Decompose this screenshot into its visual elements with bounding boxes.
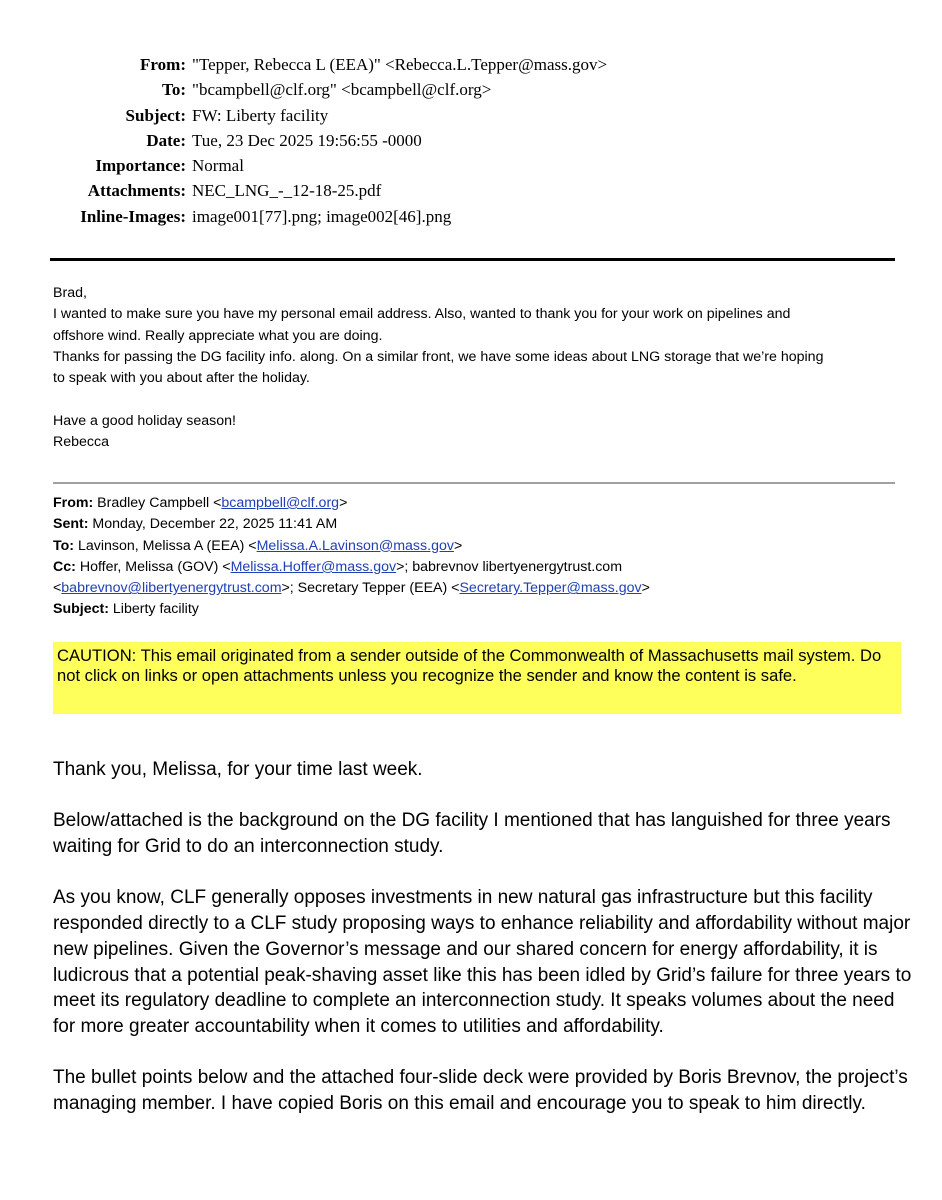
spacer	[53, 389, 903, 410]
header-label: Attachments:	[87, 181, 186, 201]
fwd-label: To:	[53, 537, 75, 554]
fwd-cc-text: >; babrevnov libertyenergytrust.com	[396, 558, 623, 575]
fwd-from-line	[53, 493, 913, 514]
header-to-row	[0, 77, 942, 102]
header-label: Importance:	[95, 156, 186, 176]
fwd-bracket: >	[453, 537, 463, 554]
header-date-value: Tue, 23 Dec 2025 19:56:55 -0000	[192, 130, 422, 150]
message-paragraph: Below/attached is the background on the DG facility I mentioned that has languished for three years waiting for Grid to do an interconnection study.	[53, 810, 891, 858]
fwd-bracket: >	[339, 495, 348, 511]
header-label: Date:	[146, 130, 186, 150]
fwd-cc-text: >; Secretary Tepper (EEA) <	[281, 580, 460, 597]
header-attachments-row	[0, 178, 942, 203]
header-to-value: "bcampbell@clf.org" <bcampbell@clf.org>	[192, 80, 492, 100]
fwd-sent-line	[53, 514, 913, 535]
fwd-to-name: Lavinson, Melissa A (EEA) <	[77, 537, 257, 554]
header-inline-images-row	[0, 204, 942, 229]
header-from-value: "Tepper, Rebecca L (EEA)" <Rebecca.L.Tepper@mass.gov>	[192, 55, 608, 74]
reply-line: offshore wind. Really appreciate what you are doing.	[53, 327, 383, 344]
fwd-from-email-link[interactable]: bcampbell@clf.org	[221, 495, 340, 511]
reply-line: to speak with you about after the holiday.	[53, 370, 310, 387]
reply-signature: Rebecca	[53, 434, 109, 451]
header-attachments-value: NEC_LNG_-_12-18-25.pdf	[192, 181, 382, 201]
header-from-row	[0, 52, 942, 77]
message-paragraph: As you know, CLF generally opposes investments in new natural gas infrastructure but this facility responded directly to a CLF study proposing ways to enhance reliability and affordability without major new pipelines. Given the Governor’s message and our shared concern for energy affordability, it is ludicrous that a potential peak-shaving asset like this has been idled by Grid’s failure for three years to meet its regulatory deadline to complete an interconnection study. It speaks volumes about the need for more greater accountability when it comes to utilities and affordability.	[53, 887, 912, 1037]
fwd-label: Cc:	[53, 558, 76, 575]
header-label: Inline-Images:	[80, 206, 186, 226]
fwd-bracket: >	[641, 580, 650, 597]
header-label: From:	[140, 55, 186, 74]
fwd-bracket: <	[53, 580, 62, 597]
reply-closing: Have a good holiday season!	[53, 412, 236, 429]
message-body	[53, 757, 915, 1142]
fwd-cc-name: Hoffer, Melissa (GOV) <	[79, 558, 231, 575]
caution-text: CAUTION: This email originated from a sender outside of the Commonwealth of Massachusetts mail system. Do not click on links or open attachments unless you recognize the sender and know the content is safe.	[57, 646, 882, 686]
email-header	[0, 52, 942, 229]
header-label: Subject:	[125, 105, 186, 125]
header-importance-row	[0, 153, 942, 178]
fwd-cc-line	[53, 557, 913, 578]
header-label: To:	[162, 80, 186, 100]
fwd-label: Subject:	[53, 601, 109, 618]
forward-divider	[53, 482, 895, 484]
fwd-cc-email-link[interactable]: Melissa.Hoffer@mass.gov	[230, 558, 397, 575]
fwd-sent-value: Monday, December 22, 2025 11:41 AM	[92, 516, 338, 533]
header-subject-row	[0, 103, 942, 128]
fwd-subject-value: Liberty facility	[112, 601, 199, 618]
header-date-row	[0, 128, 942, 153]
fwd-to-email-link[interactable]: Melissa.A.Lavinson@mass.gov	[256, 537, 454, 554]
fwd-cc-email-link[interactable]: babrevnov@libertyenergytrust.com	[61, 580, 282, 597]
fwd-cc-email-link[interactable]: Secretary.Tepper@mass.gov	[459, 580, 642, 597]
fwd-cc-line-2	[53, 578, 913, 599]
fwd-subject-line	[53, 599, 913, 620]
reply-greeting: Brad,	[53, 285, 87, 301]
reply-line: I wanted to make sure you have my personal email address. Also, wanted to thank you for your work on pipelines and	[53, 306, 791, 323]
reply-body	[53, 283, 903, 453]
header-divider	[50, 258, 895, 261]
reply-line: Thanks for passing the DG facility info. along. On a similar front, we have some ideas about LNG storage that we’re hoping	[53, 348, 824, 365]
fwd-label: From:	[53, 495, 94, 511]
fwd-to-line	[53, 536, 913, 557]
message-paragraph: The bullet points below and the attached four-slide deck were provided by Boris Brevnov, the project’s managing member. I have copied Boris on this email and encourage you to speak to him directly.	[53, 1067, 908, 1115]
header-inline-images-value: image001[77].png; image002[46].png	[192, 206, 452, 226]
message-paragraph: Thank you, Melissa, for your time last week.	[53, 759, 423, 780]
fwd-label: Sent:	[53, 516, 89, 533]
fwd-from-name: Bradley Campbell <	[97, 495, 222, 511]
forwarded-header	[53, 493, 913, 621]
caution-banner	[53, 642, 901, 714]
header-importance-value: Normal	[192, 156, 244, 176]
header-subject-value: FW: Liberty facility	[192, 105, 329, 125]
